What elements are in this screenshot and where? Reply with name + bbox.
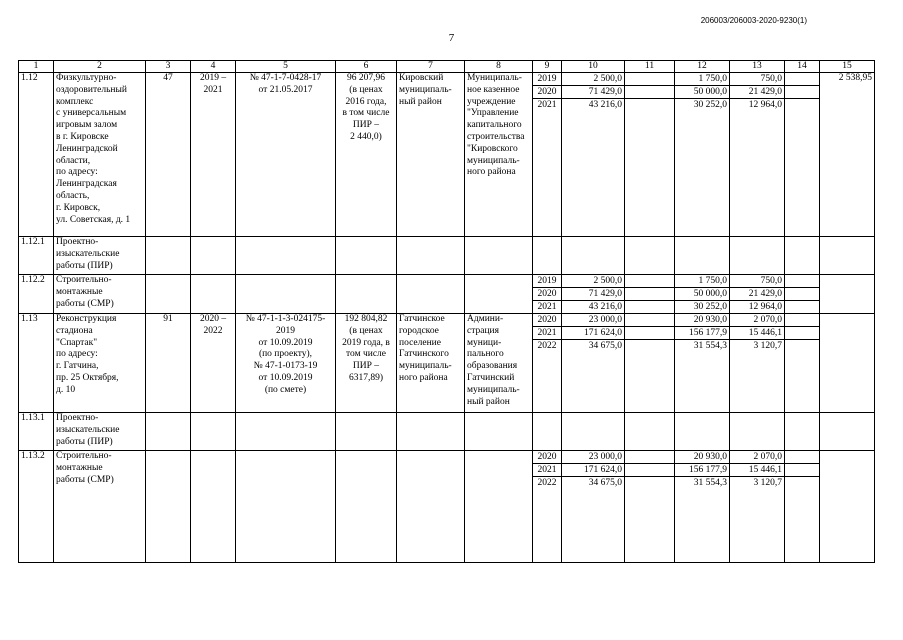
- year-value: 2020: [533, 86, 561, 99]
- regional-budget: [675, 275, 730, 314]
- expert-opinion: [236, 237, 336, 275]
- other-sources-value: [785, 464, 819, 477]
- other-sources-value: [785, 451, 819, 464]
- local-budget-value: 15 446,1: [730, 464, 784, 477]
- total-amount: [562, 73, 625, 237]
- col-header: 10: [562, 61, 625, 73]
- total-amount: [562, 237, 625, 275]
- other-sources-value: [785, 86, 819, 99]
- local-budget-value: 12 964,0: [748, 302, 782, 312]
- construction-period: 2019 – 2021: [191, 73, 236, 237]
- row-number: 1.13.1: [19, 413, 54, 451]
- regional-budget-value: 20 930,0: [675, 314, 729, 327]
- col-header: 2: [54, 61, 146, 73]
- local-budget-value: 750,0: [730, 275, 784, 288]
- table-row: [19, 451, 875, 563]
- federal-budget-value: [625, 301, 674, 313]
- year-value: 2019: [533, 73, 561, 86]
- capacity: [146, 275, 191, 314]
- capacity: [146, 451, 191, 563]
- year-value: 2021: [537, 302, 557, 312]
- total-amount-value: 171 624,0: [562, 464, 624, 477]
- location: [397, 275, 465, 314]
- year-value: 2021: [533, 464, 561, 477]
- regional-budget-value: 31 554,3: [693, 341, 727, 351]
- expert-opinion: [236, 275, 336, 314]
- col-15-value: [820, 314, 875, 413]
- federal-budget: [625, 413, 675, 451]
- estimated-cost: 192 804,82 (в ценах 2019 года, в том числе ПИР – 6317,89): [336, 314, 397, 413]
- local-budget: [730, 413, 785, 451]
- year: [533, 73, 562, 237]
- construction-period: 2020 – 2022: [191, 314, 236, 413]
- other-sources-value: [785, 275, 819, 288]
- regional-budget: [675, 413, 730, 451]
- location: [397, 413, 465, 451]
- other-sources-value: [785, 477, 819, 489]
- regional-budget-value: 50 000,0: [675, 288, 729, 301]
- location: [397, 451, 465, 563]
- construction-period: [191, 451, 236, 563]
- local-budget: [730, 451, 785, 563]
- col-header: 8: [465, 61, 533, 73]
- table-row: [19, 237, 875, 275]
- regional-budget-value: 1 750,0: [675, 73, 729, 86]
- customer: [465, 451, 533, 563]
- object-name: Реконструкция стадиона "Спартак" по адресу: г. Гатчина, пр. 25 Октября, д. 10: [54, 314, 146, 413]
- other-sources-value: [785, 340, 819, 352]
- local-budget: [730, 314, 785, 413]
- col-header: 3: [146, 61, 191, 73]
- federal-budget: [625, 237, 675, 275]
- regional-budget-value: 31 554,3: [693, 478, 727, 488]
- customer: [465, 275, 533, 314]
- table-body: [19, 73, 875, 563]
- investment-table: [18, 60, 875, 563]
- regional-budget-value: 20 930,0: [675, 451, 729, 464]
- location: [397, 237, 465, 275]
- expert-opinion: № 47-1-1-3-024175- 2019 от 10.09.2019 (по проекту), № 47-1-0173-19 от 10.09.2019 (по смете): [236, 314, 336, 413]
- capacity: [146, 237, 191, 275]
- year-value: 2020: [533, 288, 561, 301]
- table-row: [19, 275, 875, 314]
- row-number: 1.13: [19, 314, 54, 413]
- total-amount-value: 34 675,0: [588, 341, 622, 351]
- regional-budget-value: 30 252,0: [693, 100, 727, 110]
- object-name: Проектно- изыскательские работы (ПИР): [54, 413, 146, 451]
- federal-budget-value: [625, 73, 674, 86]
- total-amount-value: 23 000,0: [562, 451, 624, 464]
- federal-budget: [625, 451, 675, 563]
- local-budget-value: 15 446,1: [730, 327, 784, 340]
- total-amount: [562, 275, 625, 314]
- row-number: 1.13.2: [19, 451, 54, 563]
- year: [533, 314, 562, 413]
- other-sources: [785, 413, 820, 451]
- local-budget: [730, 275, 785, 314]
- expert-opinion: № 47-1-7-0428-17 от 21.05.2017: [236, 73, 336, 237]
- year: [533, 451, 562, 563]
- col-header: 9: [533, 61, 562, 73]
- customer: Админи- страция муници- пального образования Гатчинский муниципаль- ный район: [465, 314, 533, 413]
- other-sources: [785, 314, 820, 413]
- federal-budget: [625, 73, 675, 237]
- capacity: 47: [146, 73, 191, 237]
- total-amount-value: 171 624,0: [562, 327, 624, 340]
- col-header: 7: [397, 61, 465, 73]
- other-sources-value: [785, 301, 819, 313]
- federal-budget-value: [625, 451, 674, 464]
- total-amount-value: 23 000,0: [562, 314, 624, 327]
- col-15-value: 2 538,95: [820, 73, 875, 237]
- location: Кировский муниципаль- ный район: [397, 73, 465, 237]
- col-15-value: [820, 413, 875, 451]
- local-budget-value: 3 120,7: [753, 341, 782, 351]
- table-header: [19, 61, 875, 73]
- construction-period: [191, 275, 236, 314]
- federal-budget-value: [625, 340, 674, 352]
- total-amount-value: 34 675,0: [588, 478, 622, 488]
- local-budget: [730, 73, 785, 237]
- object-name: Строительно- монтажные работы (СМР): [54, 275, 146, 314]
- estimated-cost: 96 207,96 (в ценах 2016 года, в том числе ПИР – 2 440,0): [336, 73, 397, 237]
- federal-budget-value: [625, 86, 674, 99]
- capacity: 91: [146, 314, 191, 413]
- regional-budget: [675, 73, 730, 237]
- expert-opinion: [236, 451, 336, 563]
- total-amount: [562, 314, 625, 413]
- other-sources-value: [785, 99, 819, 111]
- total-amount-value: 71 429,0: [562, 86, 624, 99]
- federal-budget: [625, 314, 675, 413]
- local-budget-value: 2 070,0: [730, 451, 784, 464]
- total-amount-value: 2 500,0: [562, 73, 624, 86]
- table-row: [19, 413, 875, 451]
- capacity: [146, 413, 191, 451]
- federal-budget-value: [625, 314, 674, 327]
- customer: [465, 237, 533, 275]
- customer: Муниципаль- ное казенное учреждение "Управление капитального строительства "Кировского муниципаль- ного района: [465, 73, 533, 237]
- federal-budget-value: [625, 288, 674, 301]
- col-header: 12: [675, 61, 730, 73]
- other-sources: [785, 237, 820, 275]
- row-number: 1.12.2: [19, 275, 54, 314]
- other-sources: [785, 275, 820, 314]
- regional-budget-value: 1 750,0: [675, 275, 729, 288]
- col-header: 5: [236, 61, 336, 73]
- object-name: Строительно- монтажные работы (СМР): [54, 451, 146, 563]
- customer: [465, 413, 533, 451]
- total-amount-value: 2 500,0: [562, 275, 624, 288]
- col-header: 13: [730, 61, 785, 73]
- estimated-cost: [336, 237, 397, 275]
- table-row: [19, 73, 875, 237]
- object-name: Проектно- изыскательские работы (ПИР): [54, 237, 146, 275]
- local-budget-value: 2 070,0: [730, 314, 784, 327]
- regional-budget: [675, 314, 730, 413]
- col-header: 14: [785, 61, 820, 73]
- table-row: [19, 314, 875, 413]
- total-amount-value: 71 429,0: [562, 288, 624, 301]
- local-budget-value: 3 120,7: [753, 478, 782, 488]
- document-id: 206003/206003-2020-9230(1): [700, 16, 807, 25]
- construction-period: [191, 413, 236, 451]
- other-sources-value: [785, 73, 819, 86]
- local-budget-value: 21 429,0: [730, 288, 784, 301]
- regional-budget-value: 30 252,0: [693, 302, 727, 312]
- year-value: 2020: [533, 314, 561, 327]
- regional-budget: [675, 451, 730, 563]
- year-value: 2022: [537, 341, 557, 351]
- year: [533, 275, 562, 314]
- other-sources: [785, 73, 820, 237]
- other-sources-value: [785, 314, 819, 327]
- regional-budget-value: 156 177,9: [675, 464, 729, 477]
- location: Гатчинское городское поселение Гатчинского муниципаль- ного района: [397, 314, 465, 413]
- federal-budget-value: [625, 477, 674, 489]
- col-header: 6: [336, 61, 397, 73]
- year-value: 2019: [533, 275, 561, 288]
- local-budget-value: 750,0: [730, 73, 784, 86]
- row-number: 1.12.1: [19, 237, 54, 275]
- col-header: 15: [820, 61, 875, 73]
- column-number-row: [19, 61, 875, 73]
- local-budget-value: 21 429,0: [730, 86, 784, 99]
- regional-budget: [675, 237, 730, 275]
- page-number: 7: [448, 32, 455, 44]
- estimated-cost: [336, 275, 397, 314]
- object-name: Физкультурно- оздоровительный комплекс с универсальным игровым залом в г. Кировске Ленинградской области, по адресу: Ленинградская область, г. Кировск, ул. Советская, д. 1: [54, 73, 146, 237]
- federal-budget-value: [625, 327, 674, 340]
- federal-budget-value: [625, 275, 674, 288]
- federal-budget: [625, 275, 675, 314]
- local-budget-value: 12 964,0: [748, 100, 782, 110]
- other-sources-value: [785, 288, 819, 301]
- estimated-cost: [336, 413, 397, 451]
- col-header: 4: [191, 61, 236, 73]
- estimated-cost: [336, 451, 397, 563]
- local-budget: [730, 237, 785, 275]
- year-value: 2020: [533, 451, 561, 464]
- regional-budget-value: 156 177,9: [675, 327, 729, 340]
- other-sources: [785, 451, 820, 563]
- col-15-value: [820, 451, 875, 563]
- col-15-value: [820, 275, 875, 314]
- construction-period: [191, 237, 236, 275]
- total-amount: [562, 413, 625, 451]
- year-value: 2022: [537, 478, 557, 488]
- federal-budget-value: [625, 99, 674, 111]
- total-amount: [562, 451, 625, 563]
- year: [533, 237, 562, 275]
- expert-opinion: [236, 413, 336, 451]
- other-sources-value: [785, 327, 819, 340]
- col-15-value: [820, 237, 875, 275]
- row-number: 1.12: [19, 73, 54, 237]
- col-header: 11: [625, 61, 675, 73]
- total-amount-value: 43 216,0: [588, 302, 622, 312]
- year: [533, 413, 562, 451]
- col-header: 1: [19, 61, 54, 73]
- year-value: 2021: [533, 327, 561, 340]
- regional-budget-value: 50 000,0: [675, 86, 729, 99]
- total-amount-value: 43 216,0: [588, 100, 622, 110]
- federal-budget-value: [625, 464, 674, 477]
- year-value: 2021: [537, 100, 557, 110]
